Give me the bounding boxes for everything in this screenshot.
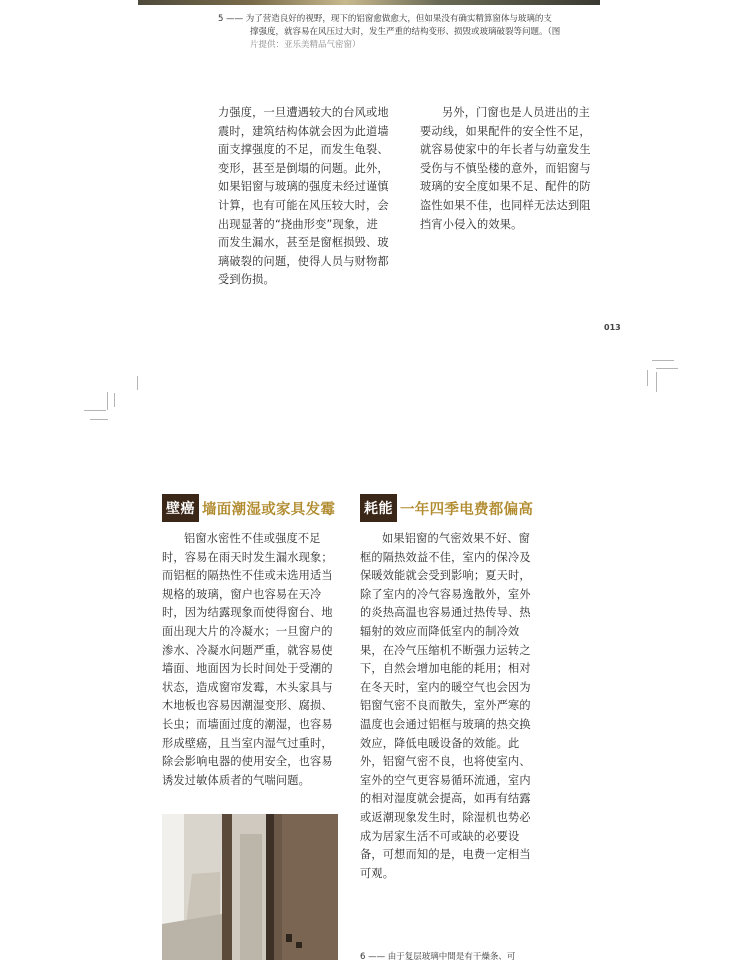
crop-mark [656, 368, 678, 369]
crop-mark [84, 410, 106, 411]
text-line: 框的隔热效益不佳，室内的保冷及 [360, 550, 531, 564]
text-line: 挡宵小侵入的效果。 [420, 217, 523, 231]
text-line: 状态，造成窗帘发霉，木头家具与 [162, 680, 333, 694]
crop-mark [652, 360, 674, 361]
text-line: 规格的玻璃，窗户也容易在天冷 [162, 587, 322, 601]
text-line: 室外的空气更容易循环流通，室内 [360, 773, 531, 787]
text-line: 保暖效能就会受到影响；夏天时， [360, 569, 531, 583]
page-number: 013 [604, 323, 621, 332]
text-line: 成为居家生活不可或缺的必要设 [360, 829, 520, 843]
text-line: 璃破裂的问题，使得人员与财物都 [218, 254, 389, 268]
text-line: 计算，也有可能在风压较大时，会 [218, 198, 389, 212]
text-line: 铝窗气密不良而散失，室外严寒的 [360, 699, 531, 713]
text-line: 下，自然会增加电能的耗用；相对 [360, 662, 531, 676]
text-line: 受伤与不慎坠楼的意外，而铝窗与 [420, 161, 591, 175]
text-line: 受到伤损。 [218, 273, 275, 287]
section-title: 墙面潮湿或家具发霉 [202, 501, 336, 518]
crop-mark [656, 372, 657, 392]
body-text-right-top [420, 104, 602, 234]
caption-line: 5 —— 为了营造良好的视野，现下的铝窗愈做愈大，但如果没有确实精算窗体与玻璃的支 [218, 14, 552, 24]
text-line: 如果铝窗与玻璃的强度未经过谨慎 [218, 180, 389, 194]
section-tag: 壁癌 [162, 494, 199, 522]
text-line: 或返潮现象发生时，除湿机也势必 [360, 810, 531, 824]
crop-mark [107, 392, 108, 410]
text-line: 备，可想而知的是，电费一定相当 [360, 848, 531, 862]
text-line: 温度也会通过铝框与玻璃的热交换 [360, 717, 531, 731]
text-line: 时，因为结露现象而使得窗台、地 [162, 606, 333, 620]
text-line: 的相对湿度就会提高，如再有结露 [360, 792, 531, 806]
text-line: 出现显著的“挠曲形变”现象，进 [218, 217, 379, 231]
body-text-mold [162, 530, 339, 790]
body-text-energy [360, 530, 538, 883]
text-line: 另外，门窗也是人员进出的主 [442, 106, 591, 119]
figure-caption-5 [218, 13, 603, 52]
section-tag: 耗能 [360, 494, 397, 522]
text-line: 震时，建筑结构体就会因为此道墙 [218, 124, 389, 138]
text-line: 木地板也容易因潮湿变形、腐损、 [162, 699, 333, 713]
crop-mark [114, 393, 115, 407]
top-photo-edge [138, 0, 600, 5]
text-line: 而铝框的隔热性不佳或未选用适当 [162, 569, 333, 583]
text-line: 就容易使家中的年长者与幼童发生 [420, 143, 591, 157]
text-line: 力强度，一旦遭遇较大的台风或地 [218, 106, 389, 119]
text-line: 效应，降低电暖设备的效能。此 [360, 736, 520, 750]
text-line: 而发生漏水，甚至是窗框损毁、玻 [218, 236, 389, 250]
section-title: 一年四季电费都偏高 [400, 501, 534, 518]
section-heading-energy [360, 494, 533, 522]
text-line: 长虫；而墙面过度的潮湿，也容易 [162, 717, 333, 731]
text-line: 果，在冷气压缩机不断强力运转之 [360, 643, 531, 657]
text-line: 时，容易在雨天时发生漏水现象； [162, 550, 333, 564]
text-line: 形成壁癌，且当室内湿气过重时， [162, 736, 333, 750]
text-line: 辐射的效应而降低室内的制冷效 [360, 624, 520, 638]
text-line: 墙面、地面因为长时间处于受潮的 [162, 662, 333, 676]
text-line: 面出现大片的冷凝水；一旦窗户的 [162, 624, 333, 638]
text-line: 玻璃的安全度如果不足、配件的防 [420, 180, 591, 194]
figure-caption-6: 6 —— 由于复层玻璃中間是有干燥条、可 [360, 952, 516, 962]
section-heading-mold [162, 494, 335, 522]
text-line: 如果铝窗的气密效果不好、窗 [382, 532, 531, 545]
body-text-left-top [218, 104, 398, 290]
text-line: 可观。 [360, 866, 395, 880]
text-line: 在冬天时，室内的暖空气也会因为 [360, 680, 531, 694]
text-line: 要动线，如果配件的安全性不足， [420, 124, 591, 138]
crop-mark [90, 419, 108, 420]
text-line: 变形，甚至是倒塌的问题。此外， [218, 161, 389, 175]
text-line: 除了室内的冷气容易逸散外，室外 [360, 587, 531, 601]
crop-mark [647, 370, 648, 386]
room-window-photo [162, 814, 338, 960]
text-line: 面支撑强度的不足，而发生龟裂、 [218, 143, 389, 157]
text-line: 铝窗水密性不佳或强度不足 [184, 532, 321, 545]
text-line: 外，铝窗气密不良，也将使室内、 [360, 755, 531, 769]
text-line: 除会影响电器的使用安全，也容易 [162, 755, 333, 769]
text-line: 诱发过敏体质者的气喘问题。 [162, 773, 311, 787]
crop-mark [137, 376, 138, 390]
caption-source: 片提供：亚乐美精品气密窗） [250, 40, 361, 50]
text-line: 渗水、冷凝水问题严重，就容易使 [162, 643, 333, 657]
text-line: 盗性如果不佳，也同样无法达到阻 [420, 198, 591, 212]
text-line: 的炎热高温也容易通过热传导、热 [360, 606, 531, 620]
caption-line: 撑强度，就容易在风压过大时，发生严重的结构变形、损毁或玻璃破裂等问题。（图 [250, 27, 561, 37]
